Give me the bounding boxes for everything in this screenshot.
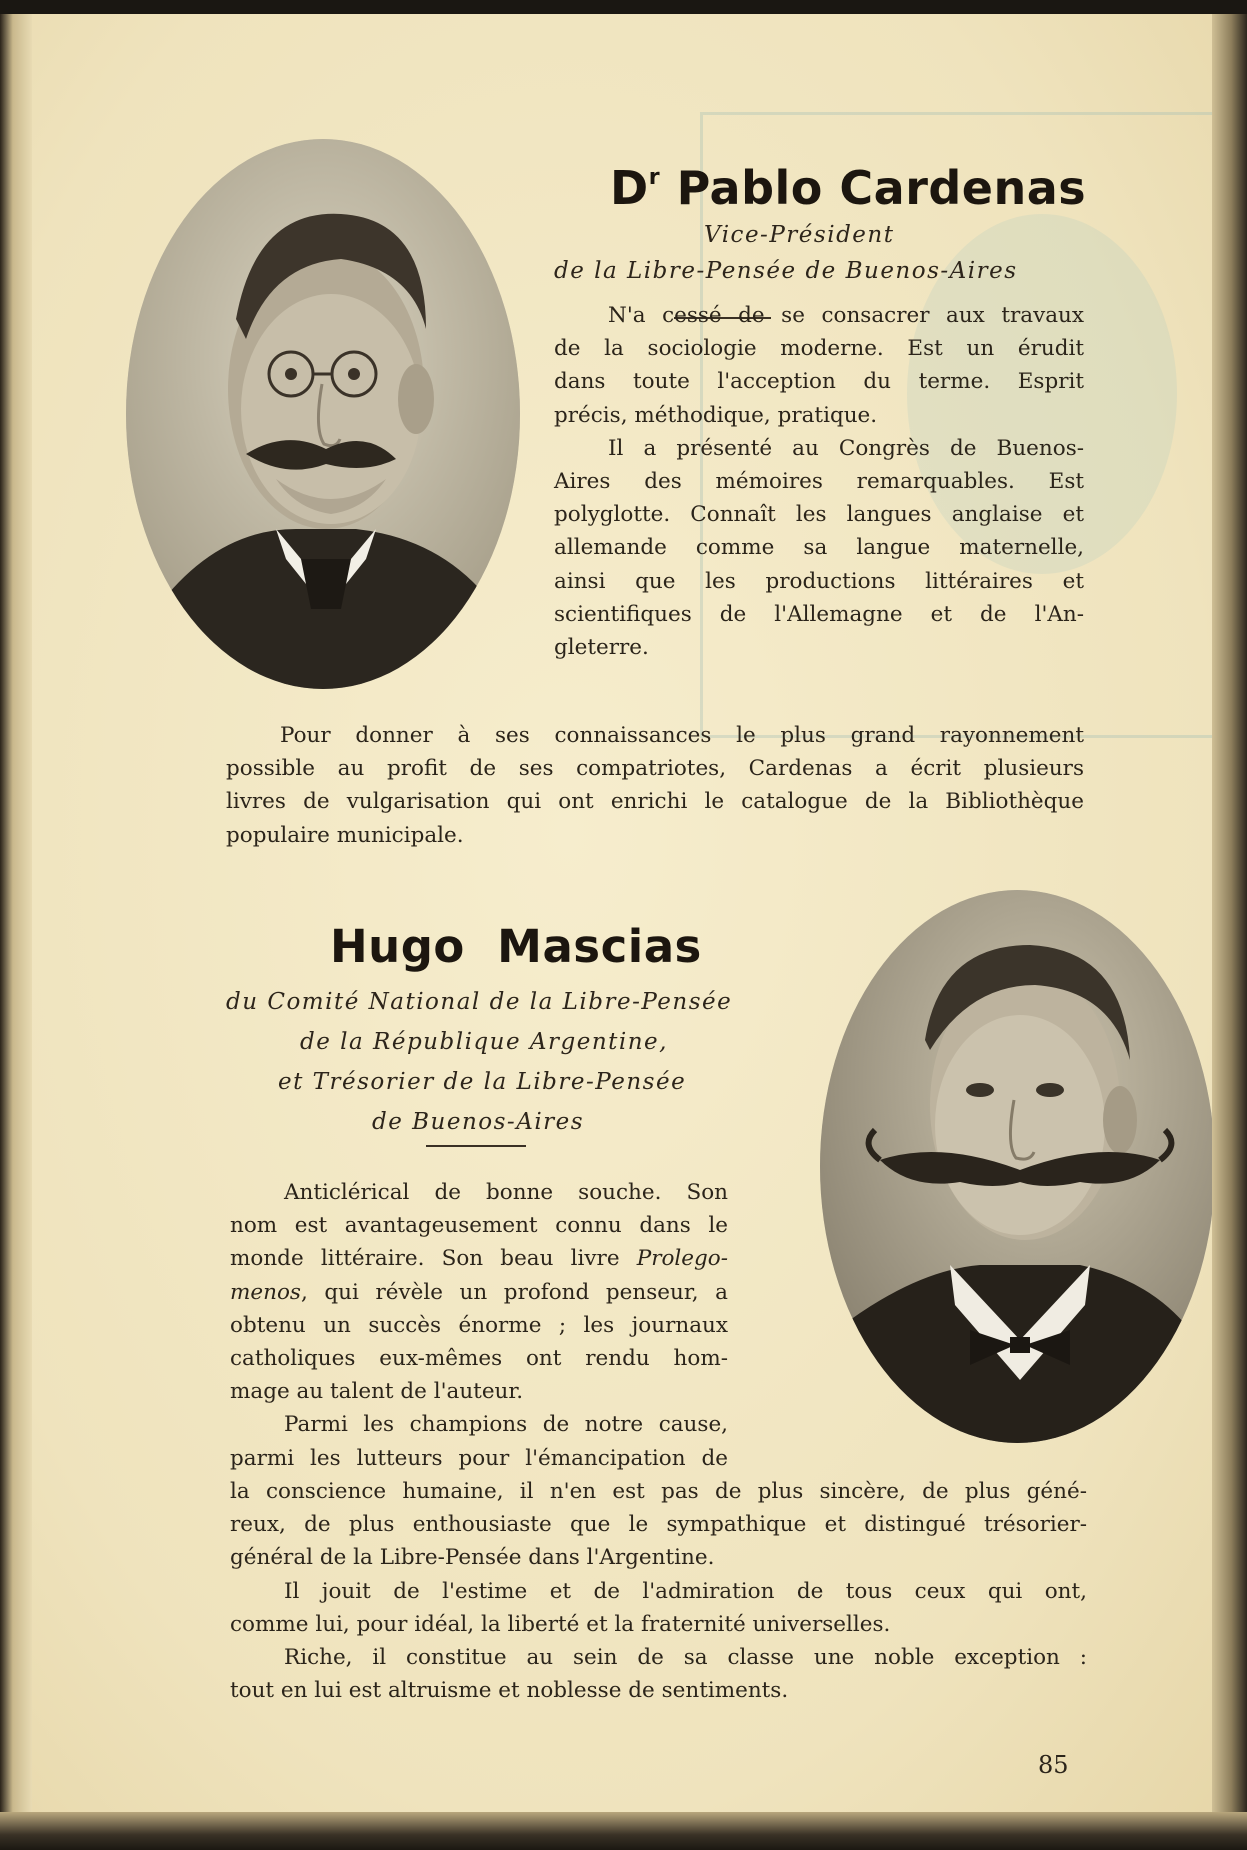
- text-line: mage au talent de l'auteur.: [230, 1379, 524, 1405]
- text-line: allemande comme sa langue maternelle,: [554, 535, 1084, 561]
- biography-hugo-mascias: [230, 1176, 728, 1475]
- text-line: N'a cessé de se consacrer aux travaux: [608, 303, 1084, 328]
- book-gutter: [0, 14, 32, 1850]
- book-title-cont: menos: [230, 1279, 301, 1305]
- text-line: comme lui, pour idéal, la liberté et la fraternité universelles.: [230, 1611, 891, 1637]
- biography-pablo-cardenas-continued: [226, 719, 1084, 852]
- text-line: tout en lui est altruisme et noblesse de sentiments.: [230, 1678, 789, 1704]
- text-line: Riche, il constitue au sein de sa classe une noble exception :: [284, 1645, 1087, 1671]
- role-treasurer: et Trésorier de la Libre-Pensée: [278, 1069, 687, 1095]
- role-buenos-aires: de Buenos-Aires: [372, 1109, 585, 1135]
- text-line: Il jouit de l'estime et de l'admiration de tous ceux qui ont,: [284, 1578, 1087, 1604]
- text-line: Aires des mémoires remarquables. Est: [554, 469, 1084, 495]
- page-number: 85: [1038, 1751, 1069, 1779]
- page-edge-right: [1212, 14, 1247, 1850]
- text-line: Il a présenté au Congrès de Buenos-: [608, 435, 1084, 461]
- text-line: obtenu un succès énorme ; les journaux: [230, 1312, 728, 1338]
- text-line: dans toute l'acception du terme. Esprit: [554, 369, 1084, 395]
- text-line: général de la Libre-Pensée dans l'Argentine.: [230, 1545, 715, 1571]
- page-edge-bottom: [0, 1812, 1247, 1850]
- text-line: ainsi que les productions littéraires et: [554, 568, 1084, 594]
- text-line: possible au profit de ses compatriotes, Cardenas a écrit plusieurs: [226, 756, 1084, 782]
- book-page: [32, 14, 1222, 1834]
- text-line: catholiques eux-mêmes ont rendu hom-: [230, 1346, 728, 1372]
- text-line: polyglotte. Connaît les langues anglaise et: [554, 502, 1084, 528]
- text-line: populaire municipale.: [226, 822, 464, 848]
- text-line: reux, de plus enthousiaste que le sympathique et distingué trésorier-: [230, 1512, 1087, 1538]
- biography-hugo-mascias-continued: [230, 1475, 1087, 1707]
- text-line: scientifiques de l'Allemagne et de l'An-: [554, 601, 1084, 627]
- text-line: menos, qui révèle un profond penseur, a: [230, 1279, 728, 1305]
- role-organization: de la Libre-Pensée de Buenos-Aires: [554, 258, 1018, 284]
- text-line: de la sociologie moderne. Est un érudit: [554, 336, 1084, 362]
- role-national-committee: du Comité National de la Libre-Pensée: [226, 989, 733, 1015]
- role-vice-president: Vice-Président: [704, 222, 895, 248]
- text-line: Anticlérical de bonne souche. Son: [284, 1180, 728, 1205]
- page-title-hugo-mascias: Hugo Mascias: [330, 920, 702, 973]
- role-argentina: de la République Argentine,: [300, 1029, 668, 1055]
- text-line: livres de vulgarisation qui ont enrichi le catalogue de la Bibliothèque: [226, 789, 1084, 815]
- text-line: gleterre.: [554, 635, 649, 661]
- text-line: parmi les lutteurs pour l'émancipation de: [230, 1445, 728, 1471]
- portrait-hugo-mascias: [820, 890, 1215, 1443]
- text-line: Pour donner à ses connaissances le plus grand rayonnement: [280, 723, 1084, 748]
- book-title: Prolego-: [636, 1246, 728, 1272]
- separator-rule: [426, 1145, 526, 1147]
- portrait-pablo-cardenas: [126, 139, 520, 689]
- page-title-pablo-cardenas: $D^r$ Pablo Cardenas: [610, 161, 1087, 215]
- text-line: nom est avantageusement connu dans le: [230, 1213, 728, 1239]
- text-line: monde littéraire. Son beau livre Prolego-: [230, 1246, 728, 1272]
- text-line: précis, méthodique, pratique.: [554, 402, 878, 428]
- text-line: la conscience humaine, il n'en est pas de plus sincère, de plus géné-: [230, 1479, 1087, 1504]
- biography-pablo-cardenas: [554, 299, 1084, 664]
- text-line: Parmi les champions de notre cause,: [284, 1412, 728, 1438]
